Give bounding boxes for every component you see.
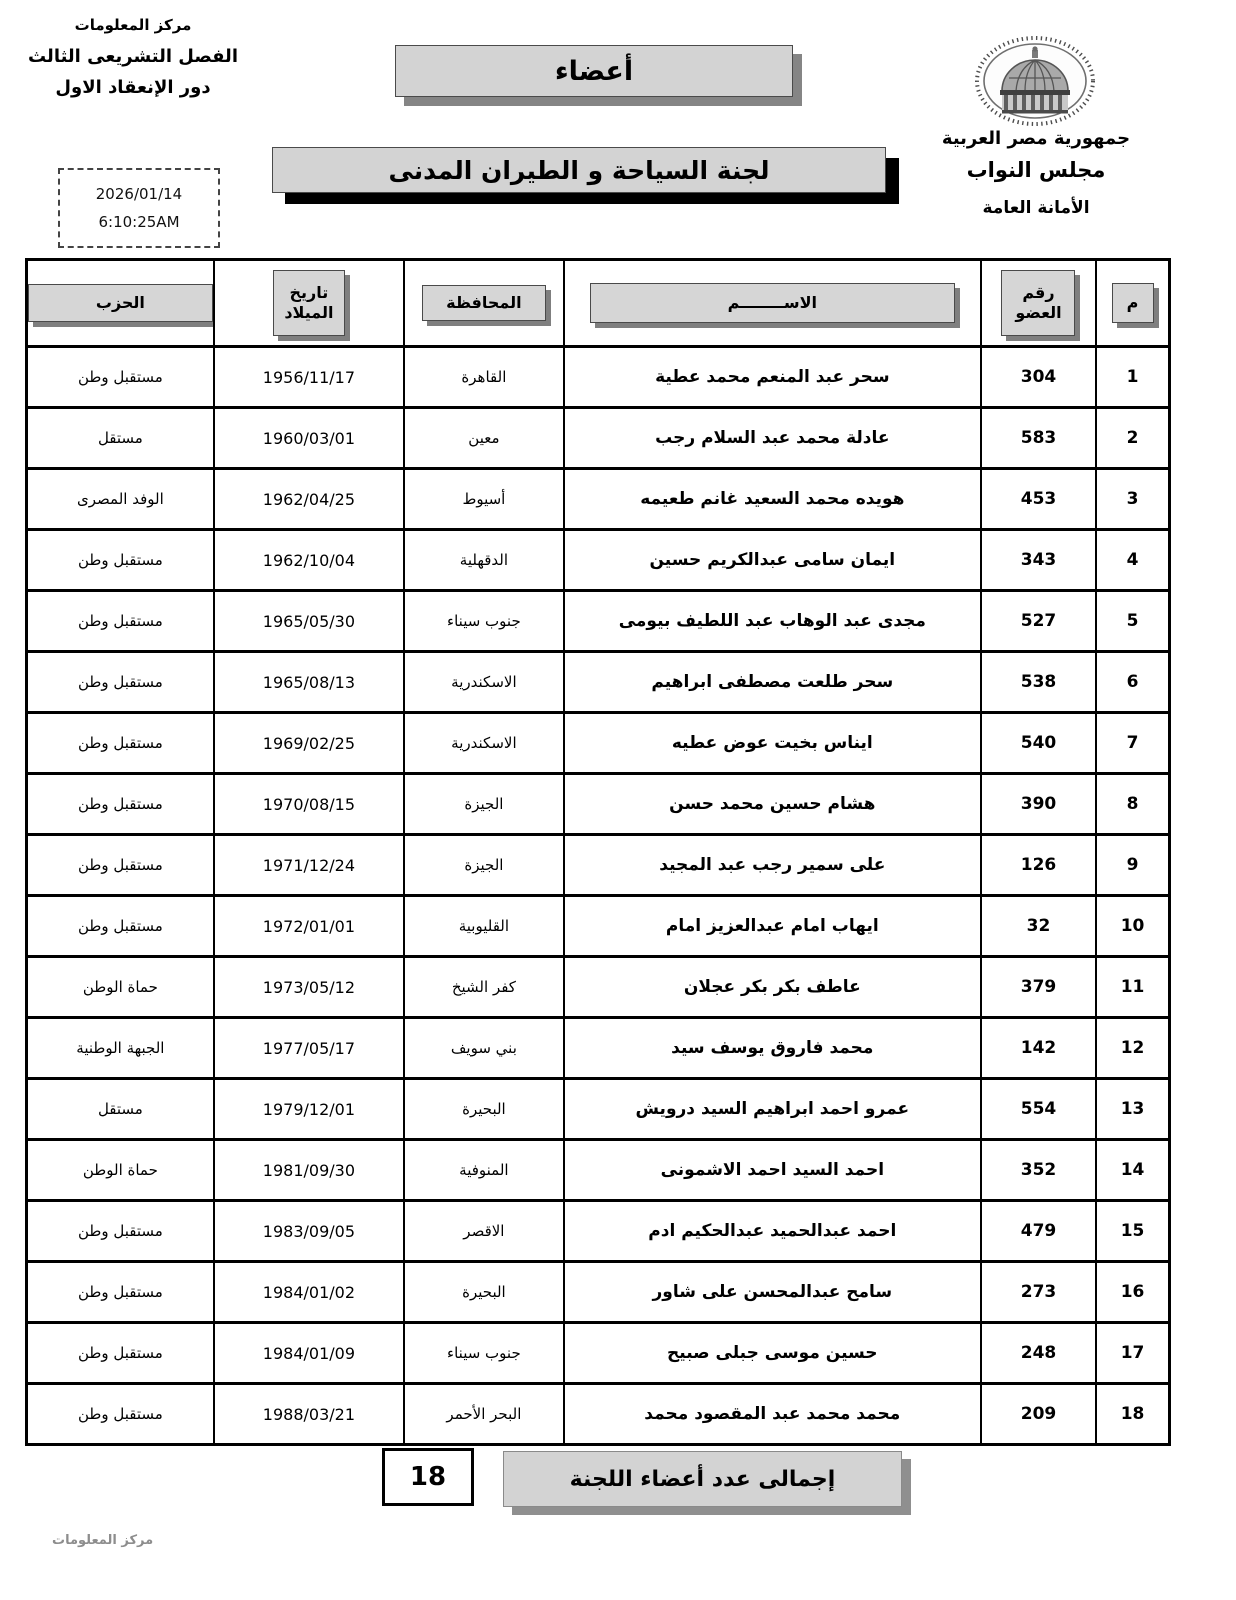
cell-member-id: 554 <box>980 1080 1095 1138</box>
header-cell-party <box>28 261 213 345</box>
print-time: 6:10:25AM <box>98 213 180 231</box>
table-row <box>28 1077 1168 1138</box>
cell-member-id: 538 <box>980 653 1095 711</box>
table-row <box>28 1321 1168 1382</box>
authority-block <box>935 128 1137 218</box>
cell-governorate: القليوبية <box>403 897 563 955</box>
cell-party: مستقبل وطن <box>77 368 163 386</box>
cell-party: مستقبل وطن <box>77 795 163 813</box>
cell-member-id: 142 <box>980 1019 1095 1077</box>
total-members-value: 18 <box>409 1462 447 1492</box>
cell-serial: 18 <box>1095 1385 1168 1443</box>
info-center-label: مركز المعلومات <box>74 16 192 34</box>
table-row <box>28 894 1168 955</box>
table-row <box>28 711 1168 772</box>
cell-name: سحر طلعت مصطفى ابراهيم <box>563 653 980 711</box>
serial-header-label: م <box>1112 283 1154 323</box>
cell-governorate: جنوب سيناء <box>403 1324 563 1382</box>
table-row <box>28 406 1168 467</box>
cell-party: مستقبل وطن <box>77 1222 163 1240</box>
cell-governorate: البحيرة <box>403 1263 563 1321</box>
cell-birth-date: 1965/05/30 <box>213 592 403 650</box>
cell-name: عمرو احمد ابراهيم السيد درويش <box>563 1080 980 1138</box>
cell-serial: 17 <box>1095 1324 1168 1382</box>
table-row <box>28 1382 1168 1443</box>
cell-governorate: معين <box>403 409 563 467</box>
cell-name: سامح عبدالمحسن على شاور <box>563 1263 980 1321</box>
cell-member-id: 273 <box>980 1263 1095 1321</box>
print-datetime-box <box>58 168 220 248</box>
committee-title: لجنة السياحة و الطيران المدنى <box>388 155 770 185</box>
cell-serial: 8 <box>1095 775 1168 833</box>
cell-party: مستقبل وطن <box>77 1405 163 1423</box>
cell-name: احمد عبدالحميد عبدالحكيم ادم <box>563 1202 980 1260</box>
cell-name: على سمير رجب عبد المجيد <box>563 836 980 894</box>
birth-date-header-label: تاريخ الميلاد <box>273 270 345 336</box>
cell-party: حماة الوطن <box>82 978 158 996</box>
table-row <box>28 955 1168 1016</box>
cell-birth-date: 1960/03/01 <box>213 409 403 467</box>
table-row <box>28 467 1168 528</box>
table-row <box>28 833 1168 894</box>
cell-birth-date: 1962/04/25 <box>213 470 403 528</box>
cell-serial: 12 <box>1095 1019 1168 1077</box>
cell-governorate: البحيرة <box>403 1080 563 1138</box>
report-title-box <box>395 45 793 97</box>
table-row <box>28 1199 1168 1260</box>
cell-member-id: 352 <box>980 1141 1095 1199</box>
cell-birth-date: 1970/08/15 <box>213 775 403 833</box>
table-row <box>28 589 1168 650</box>
header-cell-governorate <box>403 261 563 345</box>
cell-governorate: كفر الشيخ <box>403 958 563 1016</box>
cell-serial: 3 <box>1095 470 1168 528</box>
cell-serial: 15 <box>1095 1202 1168 1260</box>
cell-governorate: الاسكندرية <box>403 653 563 711</box>
print-date: 2026/01/14 <box>95 185 183 203</box>
governorate-header-label: المحافظة <box>422 285 546 321</box>
cell-name: هشام حسين محمد حسن <box>563 775 980 833</box>
cell-party: مستقبل وطن <box>77 917 163 935</box>
cell-member-id: 343 <box>980 531 1095 589</box>
cell-member-id: 453 <box>980 470 1095 528</box>
header-cell-serial <box>1095 261 1168 345</box>
cell-party: مستقبل وطن <box>77 1344 163 1362</box>
cell-party: مستقل <box>97 429 143 447</box>
cell-party: مستقبل وطن <box>77 1283 163 1301</box>
table-row <box>28 1016 1168 1077</box>
cell-governorate: الدقهلية <box>403 531 563 589</box>
header-cell-name <box>563 261 980 345</box>
cell-name: سحر عبد المنعم محمد عطية <box>563 348 980 406</box>
cell-name: ايناس بخيت عوض عطيه <box>563 714 980 772</box>
table-row <box>28 772 1168 833</box>
cell-birth-date: 1962/10/04 <box>213 531 403 589</box>
cell-serial: 13 <box>1095 1080 1168 1138</box>
cell-serial: 6 <box>1095 653 1168 711</box>
cell-party: مستقبل وطن <box>77 856 163 874</box>
cell-governorate: بني سويف <box>403 1019 563 1077</box>
cell-serial: 10 <box>1095 897 1168 955</box>
total-members-label-box <box>503 1451 902 1507</box>
cell-birth-date: 1979/12/01 <box>213 1080 403 1138</box>
committee-title-box <box>272 147 886 193</box>
cell-party: مستقبل وطن <box>77 612 163 630</box>
cell-serial: 7 <box>1095 714 1168 772</box>
cell-party: مستقبل وطن <box>77 734 163 752</box>
cell-name: محمد فاروق يوسف سيد <box>563 1019 980 1077</box>
cell-member-id: 126 <box>980 836 1095 894</box>
cell-serial: 2 <box>1095 409 1168 467</box>
cell-serial: 1 <box>1095 348 1168 406</box>
cell-governorate: القاهرة <box>403 348 563 406</box>
cell-member-id: 379 <box>980 958 1095 1016</box>
cell-party: مستقبل وطن <box>77 551 163 569</box>
table-row <box>28 650 1168 711</box>
cell-birth-date: 1971/12/24 <box>213 836 403 894</box>
cell-governorate: الجيزة <box>403 836 563 894</box>
cell-member-id: 32 <box>980 897 1095 955</box>
member-id-header-label: رقم العضو <box>1001 270 1075 336</box>
cell-name: عادلة محمد عبد السلام رجب <box>563 409 980 467</box>
cell-governorate: البحر الأحمر <box>403 1385 563 1443</box>
table-row <box>28 1260 1168 1321</box>
table-row <box>28 528 1168 589</box>
cell-party: حماة الوطن <box>82 1161 158 1179</box>
header-cell-member-id <box>980 261 1095 345</box>
cell-birth-date: 1983/09/05 <box>213 1202 403 1260</box>
cell-name: ايهاب امام عبدالعزيز امام <box>563 897 980 955</box>
cell-party: الوفد المصرى <box>77 490 164 508</box>
cell-birth-date: 1973/05/12 <box>213 958 403 1016</box>
cell-serial: 5 <box>1095 592 1168 650</box>
cell-birth-date: 1977/05/17 <box>213 1019 403 1077</box>
table-row <box>28 345 1168 406</box>
legislative-term-label: الفصل التشريعى الثالث <box>28 46 238 67</box>
table-body <box>28 345 1168 1443</box>
secretariat-title: الأمانة العامة <box>982 198 1090 218</box>
cell-member-id: 209 <box>980 1385 1095 1443</box>
cell-party: مستقبل وطن <box>77 673 163 691</box>
cell-member-id: 479 <box>980 1202 1095 1260</box>
cell-name: عاطف بكر بكر عجلان <box>563 958 980 1016</box>
party-header-label: الحزب <box>28 284 213 322</box>
cell-member-id: 527 <box>980 592 1095 650</box>
cell-name: مجدى عبد الوهاب عبد اللطيف بيومى <box>563 592 980 650</box>
total-members-value-box <box>382 1448 474 1506</box>
table-row <box>28 1138 1168 1199</box>
name-header-label: الاســــــــم <box>590 283 955 323</box>
cell-birth-date: 1988/03/21 <box>213 1385 403 1443</box>
council-title: مجلس النواب <box>966 158 1106 182</box>
cell-governorate: أسيوط <box>403 470 563 528</box>
cell-birth-date: 1956/11/17 <box>213 348 403 406</box>
cell-governorate: الاقصر <box>403 1202 563 1260</box>
cell-member-id: 540 <box>980 714 1095 772</box>
cell-serial: 11 <box>1095 958 1168 1016</box>
cell-birth-date: 1984/01/02 <box>213 1263 403 1321</box>
meta-left-block <box>28 16 238 98</box>
session-label: دور الإنعقاد الاول <box>55 77 211 98</box>
cell-member-id: 248 <box>980 1324 1095 1382</box>
cell-birth-date: 1965/08/13 <box>213 653 403 711</box>
cell-governorate: المنوفية <box>403 1141 563 1199</box>
cell-name: هويده محمد السعيد غانم طعيمه <box>563 470 980 528</box>
cell-name: احمد السيد احمد الاشمونى <box>563 1141 980 1199</box>
cell-governorate: جنوب سيناء <box>403 592 563 650</box>
members-table <box>25 258 1171 1446</box>
cell-name: حسين موسى جبلى صبيح <box>563 1324 980 1382</box>
cell-birth-date: 1969/02/25 <box>213 714 403 772</box>
cell-birth-date: 1981/09/30 <box>213 1141 403 1199</box>
parliament-emblem-icon <box>973 34 1097 128</box>
cell-serial: 9 <box>1095 836 1168 894</box>
cell-member-id: 583 <box>980 409 1095 467</box>
footer-org-label: مركز المعلومات <box>52 1533 154 1548</box>
cell-governorate: الجيزة <box>403 775 563 833</box>
cell-serial: 14 <box>1095 1141 1168 1199</box>
total-members-label: إجمالى عدد أعضاء اللجنة <box>569 1466 836 1492</box>
cell-party: الجبهة الوطنية <box>76 1039 165 1057</box>
cell-serial: 16 <box>1095 1263 1168 1321</box>
country-title: جمهورية مصر العربية <box>941 128 1131 149</box>
cell-birth-date: 1972/01/01 <box>213 897 403 955</box>
table-header-row <box>28 261 1168 345</box>
cell-serial: 4 <box>1095 531 1168 589</box>
cell-birth-date: 1984/01/09 <box>213 1324 403 1382</box>
header-cell-birth-date <box>213 261 403 345</box>
report-title: أعضاء <box>554 55 634 87</box>
cell-governorate: الاسكندرية <box>403 714 563 772</box>
cell-party: مستقل <box>97 1100 143 1118</box>
cell-name: ايمان سامى عبدالكريم حسين <box>563 531 980 589</box>
cell-name: محمد محمد عبد المقصود محمد <box>563 1385 980 1443</box>
cell-member-id: 304 <box>980 348 1095 406</box>
cell-member-id: 390 <box>980 775 1095 833</box>
